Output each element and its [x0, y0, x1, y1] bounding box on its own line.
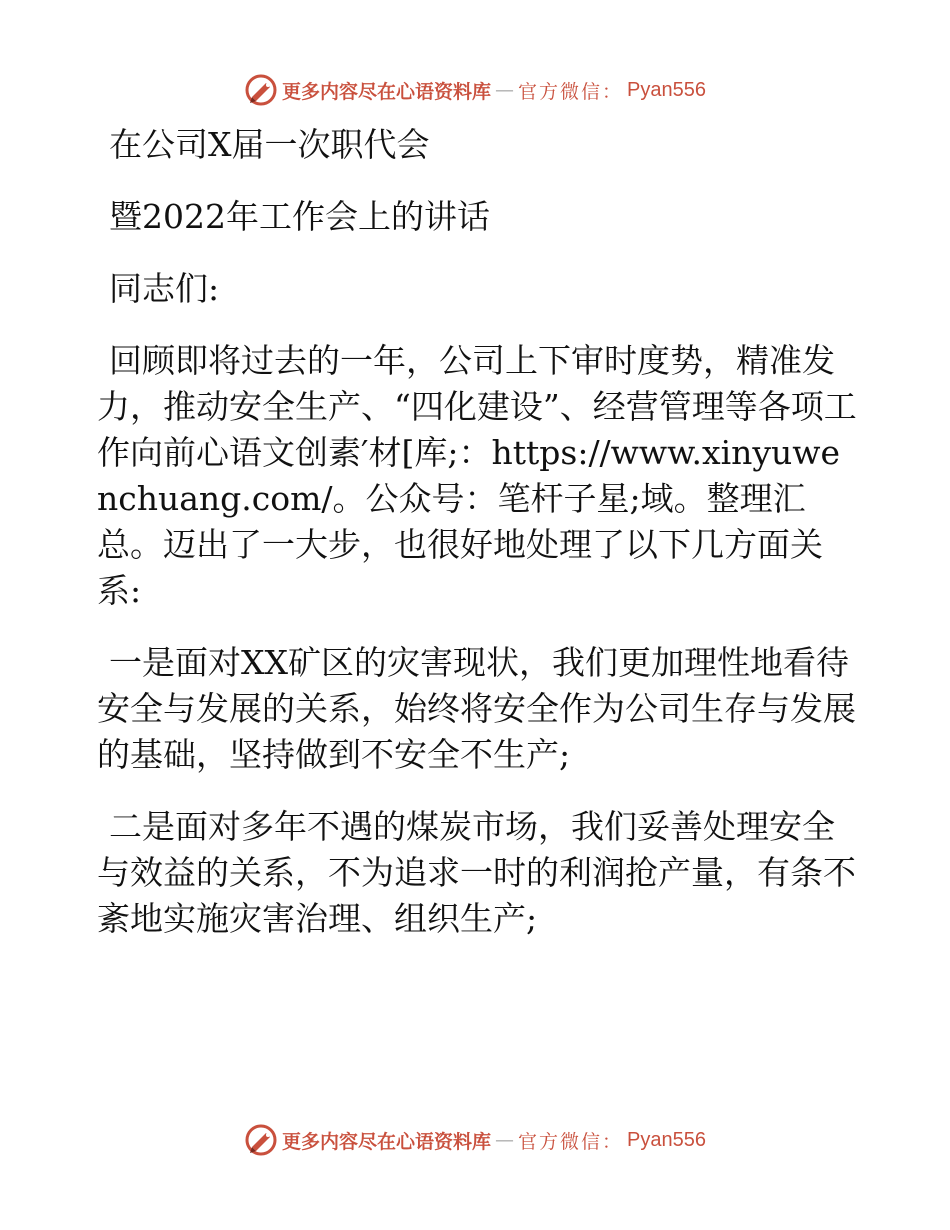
watermark-wechat-id: Pyan556 [627, 78, 706, 101]
document-title-line-1: 在公司X届一次职代会 [109, 125, 430, 164]
paragraph-1: 回顾即将过去的一年，公司上下审时度势，精准发力，推动安全生产、“四化建设”、经营管理等各项工作向前心语文创素′材[库;：https://www.xinyuwenchuang.com/。公众号：笔杆子星;域。整理汇总。迈出了一大步，也很好地处理了以下几方面关系: [97, 341, 857, 610]
paragraph-2: 一是面对XX矿区的灾害现状，我们更加理性地看待安全与发展的关系，始终将安全作为公司生存与发展的基础，坚持做到不安全不生产; [97, 643, 856, 774]
watermark-official-label: 官方微信： [518, 80, 624, 103]
watermark-wechat-id: Pyan556 [627, 1128, 706, 1151]
pen-logo-icon [244, 73, 278, 107]
watermark-main-text: 更多内容尽在心语资料库 [282, 1130, 492, 1153]
watermark-separator: — [495, 1129, 515, 1151]
watermark-header [0, 70, 950, 110]
greeting: 同志们: [109, 269, 220, 308]
document-title-line-2: 暨2022年工作会上的讲话 [109, 197, 490, 236]
paragraph-3: 二是面对多年不遇的煤炭市场，我们妥善处理安全与效益的关系，不为追求一时的利润抢产量，有条不紊地实施灾害治理、组织生产; [97, 807, 856, 938]
document-body [97, 122, 857, 968]
watermark-separator: — [495, 79, 515, 101]
watermark-official-label: 官方微信： [518, 1130, 624, 1153]
watermark-footer [0, 1120, 950, 1160]
pen-logo-icon [244, 1123, 278, 1157]
watermark-main-text: 更多内容尽在心语资料库 [282, 80, 492, 103]
